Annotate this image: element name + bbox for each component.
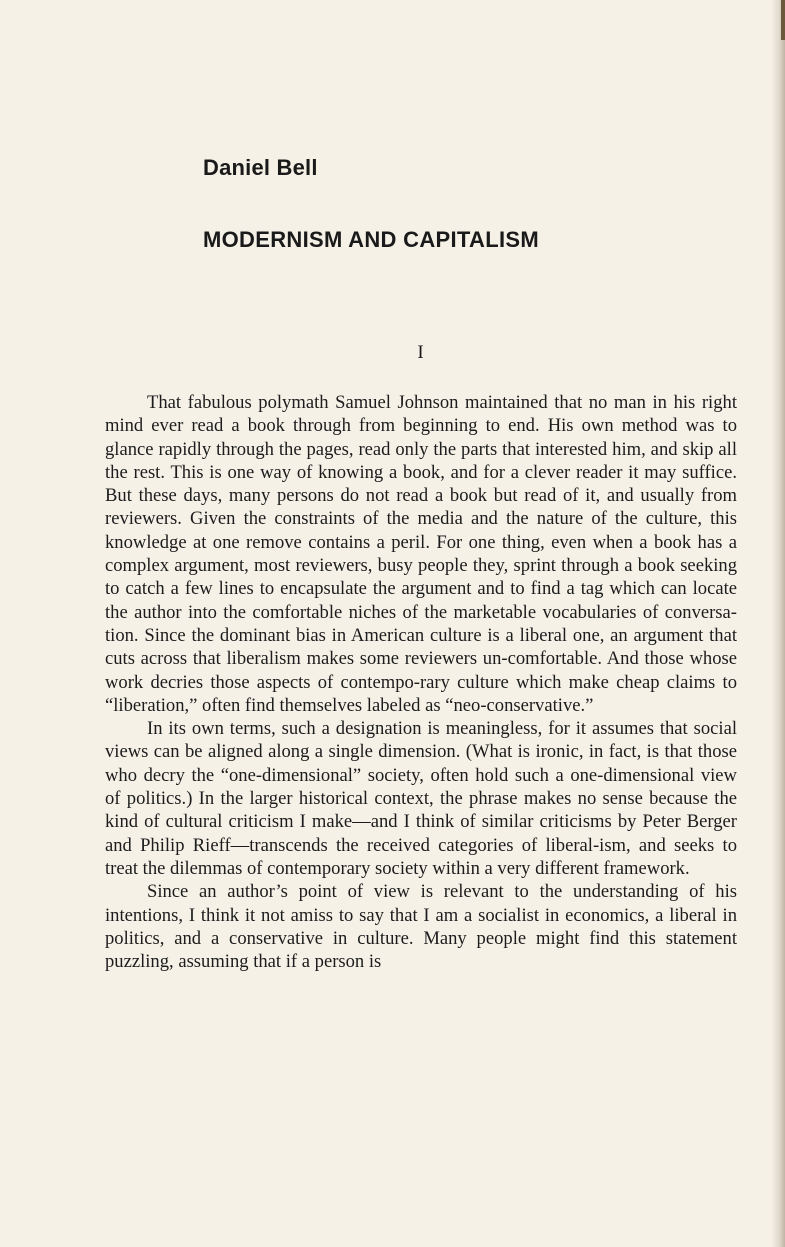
paragraph: In its own terms, such a designation is meaningless, for it assumes that social views can be aligned along a single dimension. (What is ironic, in fact, is that those who decry the “one-dimensional” society, often hold such a one-dimensional view of politics.) In the larger historical context, the phrase makes no sense because the kind of cultural criticism I make—and I think of similar criticisms by Peter Berger and Philip Rieff—transcends the received categories of liberal-ism, and seeks to treat the dilemmas of contemporary society within a very different framework. bbox=[105, 718, 737, 879]
paragraph: Since an author’s point of view is relevant to the understanding of his intentions, I think it not amiss to say that I am a socialist in economics, a liberal in politics, and a conservative in culture. Many people might find this statement puzzling, assuming that if a person is bbox=[105, 881, 737, 973]
author-name: Daniel Bell bbox=[203, 155, 318, 180]
body-text bbox=[105, 391, 737, 973]
page-spine-edge bbox=[781, 0, 785, 40]
chapter-title: MODERNISM AND CAPITALISM bbox=[203, 227, 539, 252]
section-numeral: I bbox=[417, 342, 424, 363]
page-spine-shadow bbox=[771, 0, 785, 1247]
paragraph: That fabulous polymath Samuel Johnson maintained that no man in his right mind ever read a book through from beginning to end. His own method was to glance rapidly through the pages, read only the parts that interested him, and skip all the rest. This is one way of knowing a book, and for a clever reader it may suffice. But these days, many persons do not read a book but read of it, and usually from reviewers. Given the constraints of the media and the nature of the culture, this knowledge at one remove contains a peril. For one thing, even when a book has a complex argument, most reviewers, busy people they, sprint through a book seeking to catch a few lines to encapsulate the argument and to find a tag which can locate the author into the comfortable niches of the marketable vocabularies of conversa-tion. Since the dominant bias in American culture is a liberal one, an argument that cuts across that liberalism makes some reviewers un-comfortable. And those whose work decries those aspects of contempo-rary culture which make cheap claims to “liberation,” often find themselves labeled as “neo-conservative.” bbox=[105, 392, 737, 716]
